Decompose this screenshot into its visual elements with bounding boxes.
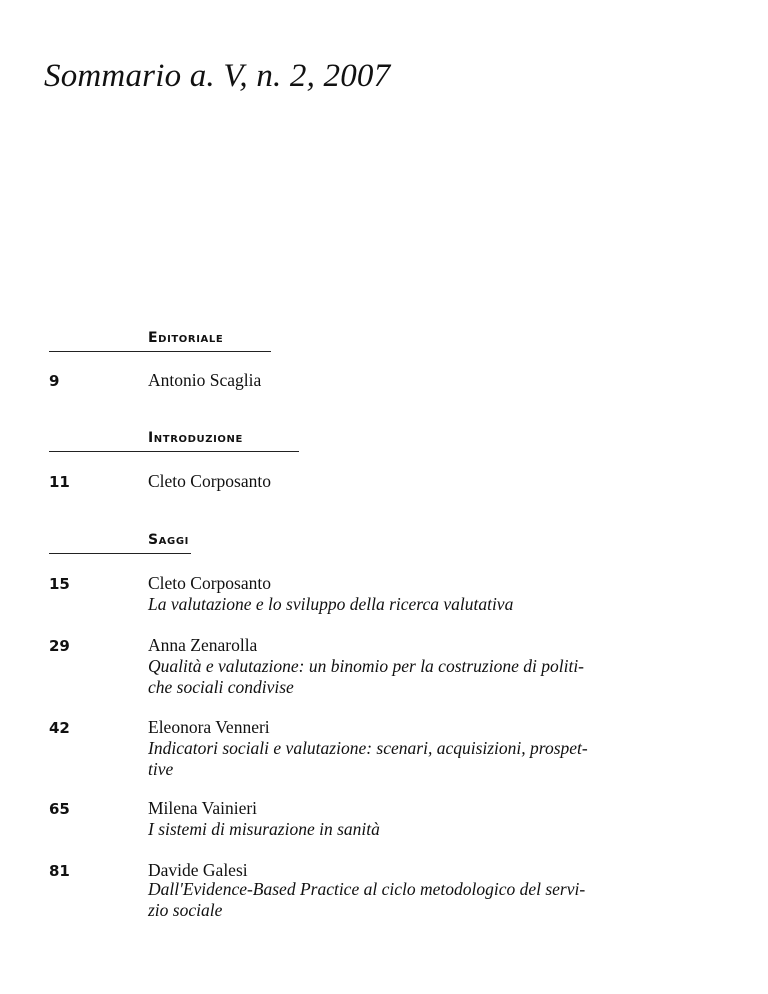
section-rule-introduzione — [49, 451, 299, 452]
toc-page-number: 42 — [49, 719, 70, 737]
toc-page-number: 15 — [49, 575, 70, 593]
toc-author: Davide Galesi — [148, 860, 248, 880]
article-title-line: Indicatori sociali e valutazione: scenari, acquisizioni, prospet- — [148, 738, 588, 758]
toc-article-title — [148, 594, 723, 615]
toc-page-number: 65 — [49, 800, 70, 818]
toc-page-number: 11 — [49, 473, 70, 491]
section-heading-editoriale: Editoriale — [148, 330, 224, 346]
section-rule-saggi — [49, 553, 191, 554]
article-title-line: La valutazione e lo sviluppo della ricerca valutativa — [148, 594, 514, 614]
article-title-line: Dall'Evidence-Based Practice al ciclo metodologico del servi- — [148, 879, 586, 899]
article-title-line: che sociali condivise — [148, 677, 294, 697]
section-rule-editoriale — [49, 351, 271, 352]
article-title-line: tive — [148, 759, 174, 779]
toc-author: Anna Zenarolla — [148, 635, 258, 655]
toc-author: Antonio Scaglia — [148, 370, 262, 390]
toc-article-title — [148, 738, 723, 780]
toc-author: Cleto Corposanto — [148, 471, 271, 491]
article-title-line: Qualità e valutazione: un binomio per la costruzione di politi- — [148, 656, 585, 676]
toc-author: Eleonora Venneri — [148, 717, 270, 737]
toc-article-title — [148, 879, 723, 921]
toc-page-number: 81 — [49, 862, 70, 880]
section-heading-introduzione: Introduzione — [148, 430, 243, 446]
article-title-line: zio sociale — [148, 900, 223, 920]
article-title-line: I sistemi di misurazione in sanità — [148, 819, 380, 839]
page-title: Sommario a. V, n. 2, 2007 — [44, 58, 391, 94]
toc-page-number: 29 — [49, 637, 70, 655]
toc-author: Cleto Corposanto — [148, 573, 271, 593]
toc-author: Milena Vainieri — [148, 798, 258, 818]
toc-page-number: 9 — [49, 372, 60, 390]
toc-article-title — [148, 819, 723, 840]
toc-article-title — [148, 656, 723, 698]
section-heading-saggi: Saggi — [148, 532, 189, 548]
